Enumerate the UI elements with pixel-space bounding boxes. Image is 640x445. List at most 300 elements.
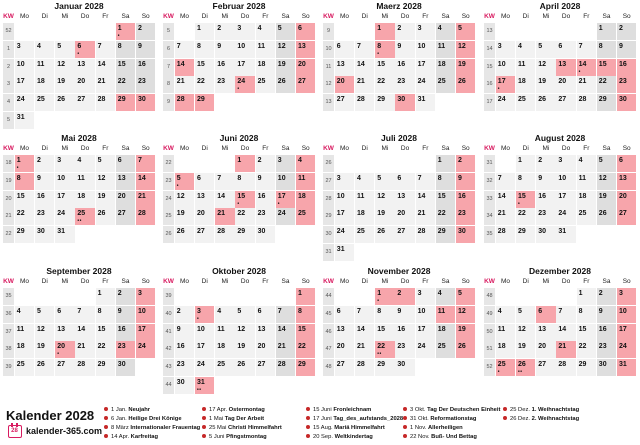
holiday-day-cell[interactable]: 17 •	[276, 191, 295, 208]
day-cell[interactable]: 16	[536, 191, 555, 208]
holiday-day-cell[interactable]: 3 •	[195, 306, 214, 323]
day-cell[interactable]: 30	[116, 359, 135, 376]
day-cell[interactable]: 25	[35, 94, 54, 111]
holiday-day-cell[interactable]: 8	[15, 173, 34, 190]
day-cell[interactable]: 7	[577, 41, 596, 58]
day-cell[interactable]: 17	[235, 59, 254, 76]
day-cell[interactable]: 9	[617, 41, 636, 58]
day-cell[interactable]: 2	[136, 23, 155, 40]
day-cell[interactable]: 2	[175, 306, 194, 323]
day-cell[interactable]: 26	[35, 359, 54, 376]
day-cell[interactable]: 12	[536, 59, 555, 76]
day-cell[interactable]: 18	[516, 76, 535, 93]
day-cell[interactable]: 9	[395, 41, 414, 58]
holiday-day-cell[interactable]: 24	[617, 341, 636, 358]
day-cell[interactable]: 3	[235, 23, 254, 40]
day-cell[interactable]: 12	[597, 173, 616, 190]
holiday-day-cell[interactable]: 10	[136, 306, 155, 323]
holiday-day-cell[interactable]: 7	[136, 155, 155, 172]
day-cell[interactable]: 19	[536, 76, 555, 93]
holiday-day-cell[interactable]: 1	[296, 288, 315, 305]
day-cell[interactable]: 3	[335, 173, 354, 190]
day-cell[interactable]: 19	[597, 191, 616, 208]
day-cell[interactable]: 18	[436, 59, 455, 76]
day-cell[interactable]: 30	[175, 377, 194, 394]
day-cell[interactable]: 2	[597, 288, 616, 305]
day-cell[interactable]: 17	[15, 76, 34, 93]
day-cell[interactable]: 28	[416, 226, 435, 243]
day-cell[interactable]: 20	[536, 341, 555, 358]
day-cell[interactable]: 14	[416, 191, 435, 208]
day-cell[interactable]: 2	[256, 155, 275, 172]
day-cell[interactable]: 2	[395, 23, 414, 40]
day-cell[interactable]: 19	[375, 208, 394, 225]
day-cell[interactable]: 5	[375, 173, 394, 190]
holiday-day-cell[interactable]: 24	[136, 341, 155, 358]
day-cell[interactable]: 20	[556, 76, 575, 93]
day-cell[interactable]: 13	[75, 59, 94, 76]
day-cell[interactable]: 13	[55, 324, 74, 341]
day-cell[interactable]: 4	[15, 306, 34, 323]
day-cell[interactable]: 10	[416, 41, 435, 58]
day-cell[interactable]: 4	[256, 23, 275, 40]
day-cell[interactable]: 25	[436, 76, 455, 93]
day-cell[interactable]: 27	[335, 94, 354, 111]
day-cell[interactable]: 11	[355, 191, 374, 208]
day-cell[interactable]: 10	[276, 173, 295, 190]
holiday-day-cell[interactable]: 8	[296, 306, 315, 323]
day-cell[interactable]: 28	[75, 359, 94, 376]
day-cell[interactable]: 11	[35, 59, 54, 76]
day-cell[interactable]: 6	[256, 306, 275, 323]
holiday-day-cell[interactable]: 17	[136, 324, 155, 341]
day-cell[interactable]: 19	[96, 191, 115, 208]
day-cell[interactable]: 13	[116, 173, 135, 190]
holiday-day-cell[interactable]: 28	[136, 208, 155, 225]
day-cell[interactable]: 21	[96, 76, 115, 93]
day-cell[interactable]: 12	[55, 59, 74, 76]
day-cell[interactable]: 8	[116, 41, 135, 58]
holiday-day-cell[interactable]: 30	[456, 226, 475, 243]
holiday-day-cell[interactable]: 11	[436, 306, 455, 323]
day-cell[interactable]: 14	[276, 324, 295, 341]
day-cell[interactable]: 11	[577, 173, 596, 190]
day-cell[interactable]: 16	[175, 341, 194, 358]
day-cell[interactable]: 28	[96, 94, 115, 111]
day-cell[interactable]: 18	[15, 341, 34, 358]
day-cell[interactable]: 24	[55, 208, 74, 225]
day-cell[interactable]: 15	[116, 59, 135, 76]
day-cell[interactable]: 24	[335, 226, 354, 243]
day-cell[interactable]: 29	[375, 94, 394, 111]
holiday-day-cell[interactable]: 22 ••	[375, 341, 394, 358]
day-cell[interactable]: 22	[577, 341, 596, 358]
day-cell[interactable]: 2	[35, 155, 54, 172]
day-cell[interactable]: 6	[116, 155, 135, 172]
day-cell[interactable]: 12	[276, 41, 295, 58]
day-cell[interactable]: 29	[436, 226, 455, 243]
day-cell[interactable]: 20	[116, 191, 135, 208]
day-cell[interactable]: 10	[15, 59, 34, 76]
day-cell[interactable]: 4	[577, 155, 596, 172]
holiday-day-cell[interactable]: 12	[456, 306, 475, 323]
day-cell[interactable]: 4	[35, 41, 54, 58]
day-cell[interactable]: 21	[355, 341, 374, 358]
day-cell[interactable]: 12	[235, 324, 254, 341]
day-cell[interactable]: 31	[556, 226, 575, 243]
day-cell[interactable]: 18	[577, 191, 596, 208]
day-cell[interactable]: 7	[75, 306, 94, 323]
holiday-day-cell[interactable]: 2	[456, 155, 475, 172]
day-cell[interactable]: 23	[395, 76, 414, 93]
day-cell[interactable]: 7	[215, 173, 234, 190]
day-cell[interactable]: 31	[15, 112, 34, 129]
holiday-day-cell[interactable]: 15 •	[516, 191, 535, 208]
day-cell[interactable]: 14	[75, 324, 94, 341]
day-cell[interactable]: 17	[556, 191, 575, 208]
day-cell[interactable]: 28	[577, 94, 596, 111]
day-cell[interactable]: 17	[416, 324, 435, 341]
day-cell[interactable]: 16	[395, 324, 414, 341]
day-cell[interactable]: 18	[35, 76, 54, 93]
day-cell[interactable]: 9	[35, 173, 54, 190]
day-cell[interactable]: 2	[536, 155, 555, 172]
day-cell[interactable]: 10	[496, 59, 515, 76]
day-cell[interactable]: 29	[375, 359, 394, 376]
holiday-day-cell[interactable]: 21	[136, 191, 155, 208]
day-cell[interactable]: 5	[35, 306, 54, 323]
holiday-day-cell[interactable]: 20	[296, 59, 315, 76]
day-cell[interactable]: 7	[96, 41, 115, 58]
day-cell[interactable]: 7	[496, 173, 515, 190]
holiday-day-cell[interactable]: 20	[335, 76, 354, 93]
day-cell[interactable]: 9	[215, 41, 234, 58]
day-cell[interactable]: 18	[256, 59, 275, 76]
day-cell[interactable]: 23	[136, 76, 155, 93]
day-cell[interactable]: 5	[55, 41, 74, 58]
day-cell[interactable]: 25	[516, 94, 535, 111]
holiday-day-cell[interactable]: 21	[556, 341, 575, 358]
day-cell[interactable]: 9	[395, 306, 414, 323]
day-cell[interactable]: 5	[96, 155, 115, 172]
day-cell[interactable]: 2	[617, 23, 636, 40]
day-cell[interactable]: 26	[375, 226, 394, 243]
day-cell[interactable]: 16	[256, 191, 275, 208]
day-cell[interactable]: 26	[536, 94, 555, 111]
day-cell[interactable]: 21	[75, 341, 94, 358]
day-cell[interactable]: 14	[496, 191, 515, 208]
day-cell[interactable]: 11	[15, 324, 34, 341]
holiday-day-cell[interactable]: 29	[116, 94, 135, 111]
day-cell[interactable]: 22	[516, 208, 535, 225]
day-cell[interactable]: 25	[577, 208, 596, 225]
day-cell[interactable]: 28	[355, 94, 374, 111]
holiday-day-cell[interactable]: 10	[617, 306, 636, 323]
day-cell[interactable]: 9	[536, 173, 555, 190]
day-cell[interactable]: 8	[195, 41, 214, 58]
day-cell[interactable]: 27	[556, 94, 575, 111]
day-cell[interactable]: 30	[395, 359, 414, 376]
holiday-day-cell[interactable]: 26	[456, 341, 475, 358]
day-cell[interactable]: 14	[96, 59, 115, 76]
holiday-day-cell[interactable]: 15	[597, 59, 616, 76]
day-cell[interactable]: 28	[215, 226, 234, 243]
day-cell[interactable]: 26	[276, 76, 295, 93]
day-cell[interactable]: 27	[256, 359, 275, 376]
day-cell[interactable]: 3	[416, 23, 435, 40]
holiday-day-cell[interactable]: 12	[456, 41, 475, 58]
holiday-day-cell[interactable]: 29	[195, 94, 214, 111]
holiday-day-cell[interactable]: 6	[296, 23, 315, 40]
day-cell[interactable]: 8	[577, 306, 596, 323]
day-cell[interactable]: 30	[256, 226, 275, 243]
holiday-day-cell[interactable]: 6	[536, 306, 555, 323]
day-cell[interactable]: 25	[355, 226, 374, 243]
day-cell[interactable]: 6	[335, 41, 354, 58]
day-cell[interactable]: 27	[536, 359, 555, 376]
holiday-day-cell[interactable]: 1	[235, 155, 254, 172]
day-cell[interactable]: 7	[276, 306, 295, 323]
day-cell[interactable]: 25	[436, 341, 455, 358]
holiday-day-cell[interactable]: 31 ••	[195, 377, 214, 394]
day-cell[interactable]: 11	[516, 59, 535, 76]
day-cell[interactable]: 20	[335, 341, 354, 358]
day-cell[interactable]: 1	[597, 23, 616, 40]
day-cell[interactable]: 11	[496, 324, 515, 341]
holiday-day-cell[interactable]: 24 •	[235, 76, 254, 93]
day-cell[interactable]: 24	[416, 76, 435, 93]
day-cell[interactable]: 19	[175, 208, 194, 225]
day-cell[interactable]: 15	[96, 324, 115, 341]
day-cell[interactable]: 27	[195, 226, 214, 243]
day-cell[interactable]: 7	[355, 306, 374, 323]
holiday-day-cell[interactable]: 5	[456, 23, 475, 40]
day-cell[interactable]: 25	[256, 76, 275, 93]
day-cell[interactable]: 18	[75, 191, 94, 208]
day-cell[interactable]: 23	[597, 341, 616, 358]
day-cell[interactable]: 15	[15, 191, 34, 208]
day-cell[interactable]: 19	[35, 341, 54, 358]
holiday-day-cell[interactable]: 30	[617, 94, 636, 111]
day-cell[interactable]: 29	[516, 226, 535, 243]
day-cell[interactable]: 27	[395, 226, 414, 243]
day-cell[interactable]: 18	[436, 324, 455, 341]
day-cell[interactable]: 8	[96, 306, 115, 323]
holiday-day-cell[interactable]: 15 •	[235, 191, 254, 208]
day-cell[interactable]: 12	[175, 191, 194, 208]
day-cell[interactable]: 25	[15, 359, 34, 376]
day-cell[interactable]: 13	[335, 59, 354, 76]
day-cell[interactable]: 16	[395, 59, 414, 76]
day-cell[interactable]: 22	[96, 341, 115, 358]
site-link[interactable]: kalender-365.com	[26, 426, 103, 436]
day-cell[interactable]: 21	[276, 341, 295, 358]
day-cell[interactable]: 8	[235, 173, 254, 190]
holiday-day-cell[interactable]: 22	[296, 341, 315, 358]
day-cell[interactable]: 20	[395, 208, 414, 225]
day-cell[interactable]: 23	[35, 208, 54, 225]
holiday-day-cell[interactable]: 1 •	[15, 155, 34, 172]
day-cell[interactable]: 8	[436, 173, 455, 190]
day-cell[interactable]: 16	[597, 324, 616, 341]
day-cell[interactable]: 3	[496, 41, 515, 58]
day-cell[interactable]: 7	[416, 173, 435, 190]
day-cell[interactable]: 12	[96, 173, 115, 190]
day-cell[interactable]: 12	[375, 191, 394, 208]
holiday-day-cell[interactable]: 13	[556, 59, 575, 76]
day-cell[interactable]: 10	[235, 41, 254, 58]
holiday-day-cell[interactable]: 2	[395, 288, 414, 305]
holiday-day-cell[interactable]: 25 ••	[75, 208, 94, 225]
day-cell[interactable]: 22	[116, 76, 135, 93]
day-cell[interactable]: 21	[577, 76, 596, 93]
day-cell[interactable]: 4	[496, 306, 515, 323]
day-cell[interactable]: 4	[516, 41, 535, 58]
day-cell[interactable]: 11	[256, 41, 275, 58]
day-cell[interactable]: 22	[375, 76, 394, 93]
holiday-day-cell[interactable]: 6 •	[75, 41, 94, 58]
day-cell[interactable]: 17	[195, 341, 214, 358]
holiday-day-cell[interactable]: 14 •	[577, 59, 596, 76]
day-cell[interactable]: 14	[556, 324, 575, 341]
holiday-day-cell[interactable]: 30	[136, 94, 155, 111]
day-cell[interactable]: 6	[395, 173, 414, 190]
day-cell[interactable]: 22	[597, 76, 616, 93]
day-cell[interactable]: 30	[536, 226, 555, 243]
day-cell[interactable]: 9	[597, 306, 616, 323]
day-cell[interactable]: 13	[536, 324, 555, 341]
day-cell[interactable]: 21	[175, 76, 194, 93]
day-cell[interactable]: 15	[195, 59, 214, 76]
day-cell[interactable]: 4	[75, 155, 94, 172]
day-cell[interactable]: 3	[556, 155, 575, 172]
day-cell[interactable]: 18	[215, 341, 234, 358]
day-cell[interactable]: 16	[35, 191, 54, 208]
holiday-day-cell[interactable]: 19	[456, 59, 475, 76]
day-cell[interactable]: 19	[235, 341, 254, 358]
day-cell[interactable]: 6	[55, 306, 74, 323]
holiday-day-cell[interactable]: 5	[456, 288, 475, 305]
holiday-day-cell[interactable]: 3	[617, 288, 636, 305]
day-cell[interactable]: 24	[496, 94, 515, 111]
day-cell[interactable]: 15	[436, 191, 455, 208]
holiday-day-cell[interactable]: 5 •	[175, 173, 194, 190]
holiday-day-cell[interactable]: 1 •	[375, 288, 394, 305]
day-cell[interactable]: 24	[276, 208, 295, 225]
day-cell[interactable]: 6	[335, 306, 354, 323]
day-cell[interactable]: 20	[75, 76, 94, 93]
day-cell[interactable]: 13	[195, 191, 214, 208]
day-cell[interactable]: 3	[276, 155, 295, 172]
holiday-day-cell[interactable]: 23	[116, 341, 135, 358]
day-cell[interactable]: 7	[556, 306, 575, 323]
day-cell[interactable]: 20	[256, 341, 275, 358]
day-cell[interactable]: 17	[55, 191, 74, 208]
day-cell[interactable]: 8	[516, 173, 535, 190]
holiday-day-cell[interactable]: 18	[296, 191, 315, 208]
day-cell[interactable]: 1	[516, 155, 535, 172]
day-cell[interactable]: 7	[175, 41, 194, 58]
day-cell[interactable]: 10	[335, 191, 354, 208]
day-cell[interactable]: 9	[175, 324, 194, 341]
day-cell[interactable]: 5	[516, 306, 535, 323]
day-cell[interactable]: 8	[597, 41, 616, 58]
holiday-day-cell[interactable]: 26 ••	[516, 359, 535, 376]
day-cell[interactable]: 5	[597, 155, 616, 172]
holiday-day-cell[interactable]: 13	[617, 173, 636, 190]
day-cell[interactable]: 26	[55, 94, 74, 111]
holiday-day-cell[interactable]: 17 •	[496, 76, 515, 93]
day-cell[interactable]: 3	[55, 155, 74, 172]
day-cell[interactable]: 29	[597, 94, 616, 111]
holiday-day-cell[interactable]: 9	[456, 173, 475, 190]
day-cell[interactable]: 6	[556, 41, 575, 58]
day-cell[interactable]: 9	[116, 306, 135, 323]
holiday-day-cell[interactable]: 25 •	[496, 359, 515, 376]
day-cell[interactable]: 15	[577, 324, 596, 341]
day-cell[interactable]: 19	[276, 59, 295, 76]
holiday-day-cell[interactable]: 1	[375, 23, 394, 40]
day-cell[interactable]: 10	[195, 324, 214, 341]
day-cell[interactable]: 11	[75, 173, 94, 190]
day-cell[interactable]: 31	[335, 244, 354, 261]
day-cell[interactable]: 18	[355, 208, 374, 225]
holiday-day-cell[interactable]: 3	[136, 288, 155, 305]
day-cell[interactable]: 14	[355, 324, 374, 341]
day-cell[interactable]: 9	[256, 173, 275, 190]
day-cell[interactable]: 19	[55, 76, 74, 93]
holiday-day-cell[interactable]: 26	[456, 76, 475, 93]
day-cell[interactable]: 27	[75, 94, 94, 111]
day-cell[interactable]: 26	[235, 359, 254, 376]
day-cell[interactable]: 4	[355, 173, 374, 190]
holiday-day-cell[interactable]: 23	[617, 76, 636, 93]
day-cell[interactable]: 26	[597, 208, 616, 225]
holiday-day-cell[interactable]: 19	[456, 324, 475, 341]
day-cell[interactable]: 1	[577, 288, 596, 305]
day-cell[interactable]: 30	[35, 226, 54, 243]
day-cell[interactable]: 23	[175, 359, 194, 376]
holiday-day-cell[interactable]: 16	[617, 59, 636, 76]
holiday-day-cell[interactable]: 20	[617, 191, 636, 208]
day-cell[interactable]: 24	[195, 359, 214, 376]
day-cell[interactable]: 23	[536, 208, 555, 225]
day-cell[interactable]: 30	[597, 359, 616, 376]
day-cell[interactable]: 9	[136, 41, 155, 58]
day-cell[interactable]: 21	[355, 76, 374, 93]
holiday-day-cell[interactable]: 15	[296, 324, 315, 341]
day-cell[interactable]: 13	[395, 191, 414, 208]
holiday-day-cell[interactable]: 30	[395, 94, 414, 111]
day-cell[interactable]: 31	[416, 94, 435, 111]
day-cell[interactable]: 1	[96, 288, 115, 305]
holiday-day-cell[interactable]: 21	[215, 208, 234, 225]
holiday-day-cell[interactable]: 11	[296, 173, 315, 190]
day-cell[interactable]: 22	[436, 208, 455, 225]
day-cell[interactable]: 16	[116, 324, 135, 341]
day-cell[interactable]: 28	[556, 359, 575, 376]
day-cell[interactable]: 10	[556, 173, 575, 190]
day-cell[interactable]: 10	[55, 173, 74, 190]
day-cell[interactable]: 17	[416, 59, 435, 76]
day-cell[interactable]: 16	[215, 59, 234, 76]
holiday-day-cell[interactable]: 16	[456, 191, 475, 208]
day-cell[interactable]: 13	[256, 324, 275, 341]
day-cell[interactable]: 15	[375, 324, 394, 341]
day-cell[interactable]: 15	[375, 59, 394, 76]
holiday-day-cell[interactable]: 14	[136, 173, 155, 190]
day-cell[interactable]: 31	[55, 226, 74, 243]
